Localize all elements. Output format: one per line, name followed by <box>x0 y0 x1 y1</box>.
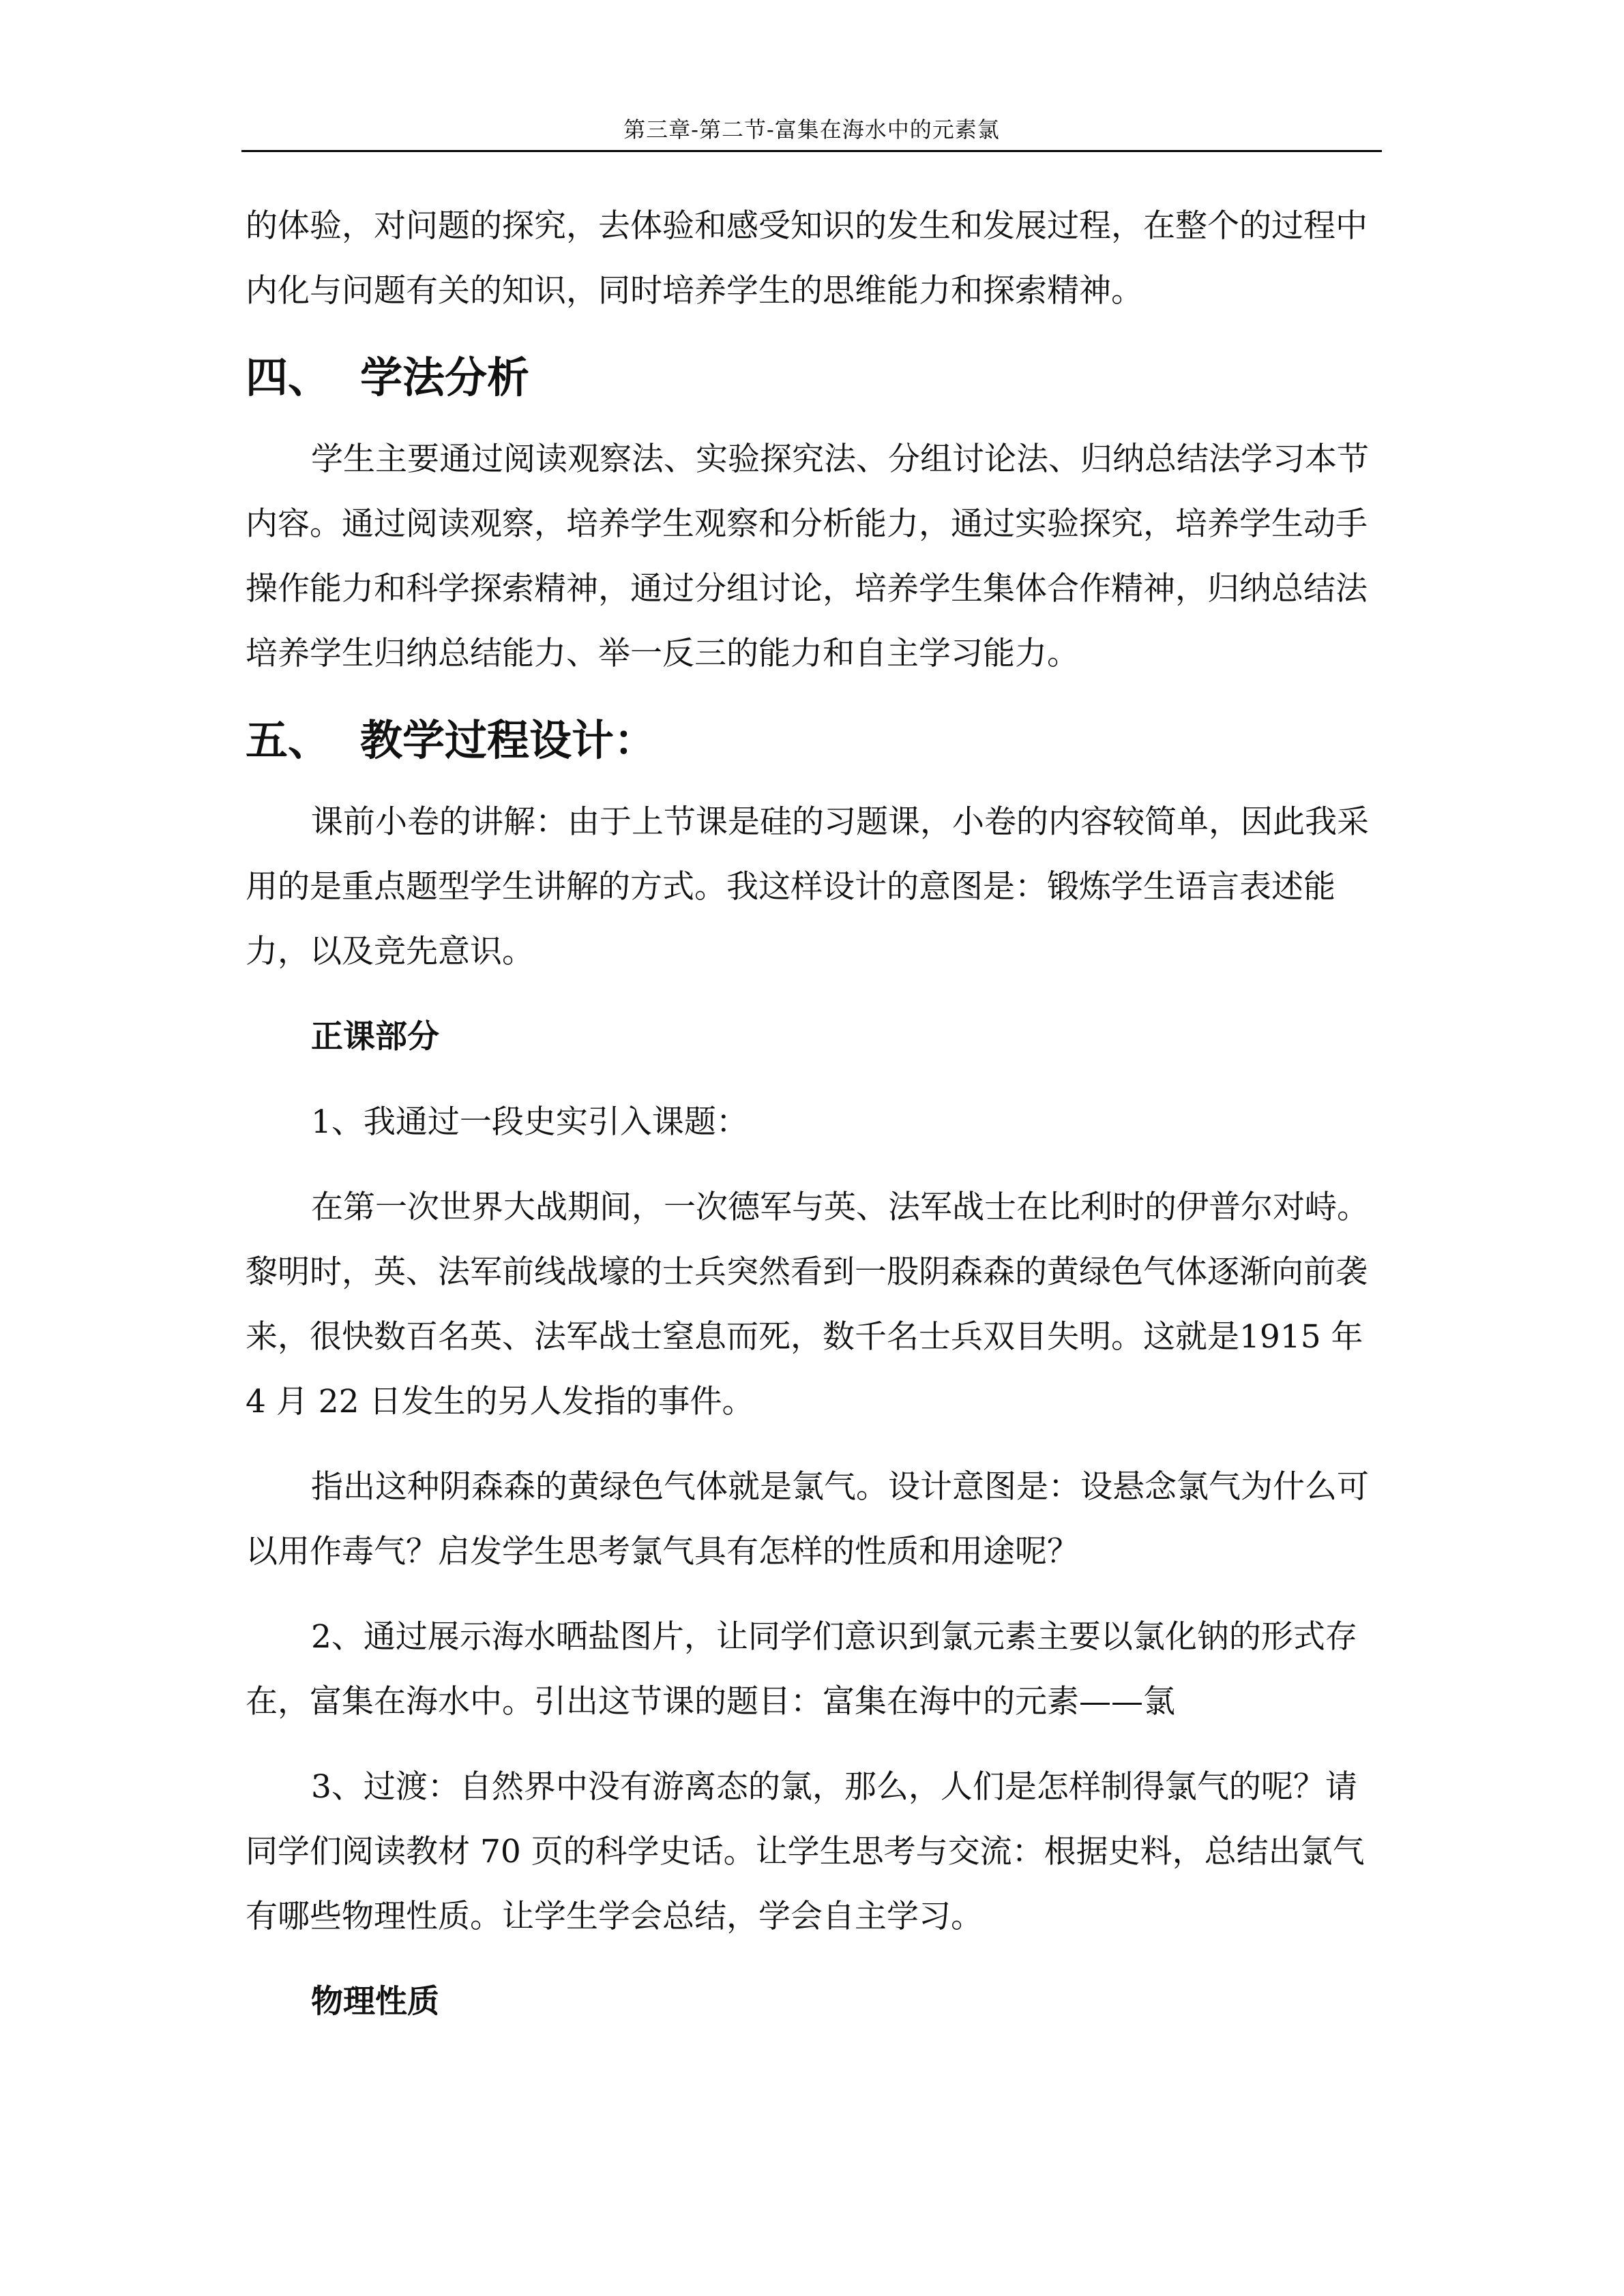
paragraph-chlorine-gas: 指出这种阴森森的黄绿色气体就是氯气。设计意图是：设悬念氯气为什么可以用作毒气？启发学生思考氯气具有怎样的性质和用途呢？ <box>246 1468 1369 1570</box>
section-heading-5 <box>246 700 1378 781</box>
paragraph-step-2: 2、通过展示海水晒盐图片，让同学们意识到氯元素主要以氯化钠的形式存在，富集在海水中。引出这节课的题目：富集在海中的元素——氯 <box>246 1618 1357 1720</box>
paragraph-pre-class: 课前小卷的讲解：由于上节课是硅的习题课，小卷的内容较简单，因此我采用的是重点题型学生讲解的方式。我这样设计的意图是：锻炼学生语言表述能力，以及竞先意识。 <box>246 803 1369 970</box>
page-header <box>241 109 1382 152</box>
paragraph-history: 在第一次世界大战期间，一次德军与英、法军战士在比利时的伊普尔对峙。黎明时，英、法军前线战壕的士兵突然看到一股阴森森的黄绿色气体逐渐向前袭来，很快数百名英、法军战士窒息而死，数千名士兵双目失明。这就是1915 年 4 月 22 日发生的另人发指的事件。 <box>246 1189 1369 1420</box>
section-title: 教学过程设计： <box>360 715 657 765</box>
section-heading-4 <box>246 337 1378 419</box>
section-number: 五、 <box>246 715 331 765</box>
paragraph-continued: 的体验，对问题的探究，去体验和感受知识的发生和发展过程，在整个的过程中内化与问题有关的知识，同时培养学生的思维能力和探索精神。 <box>246 207 1368 310</box>
subheading-physical-properties: 物理性质 <box>311 1983 439 2021</box>
section-title: 学法分析 <box>360 353 530 402</box>
document-body <box>246 194 1378 2034</box>
section-number: 四、 <box>246 353 331 402</box>
subheading-main-lesson: 正课部分 <box>311 1018 439 1056</box>
paragraph-study-method: 学生主要通过阅读观察法、实验探究法、分组讨论法、归纳总结法学习本节内容。通过阅读观察，培养学生观察和分析能力，通过实验探究，培养学生动手操作能力和科学探索精神，通过分组讨论，培养学生集体合作精神，归纳总结法培养学生归纳总结能力、举一反三的能力和自主学习能力。 <box>246 441 1369 672</box>
paragraph-step-3: 3、过渡：自然界中没有游离态的氯，那么，人们是怎样制得氯气的呢？请同学们阅读教材 70 页的科学史话。让学生思考与交流：根据史料，总结出氯气有哪些物理性质。让学生学会总结，学会自主学习。 <box>246 1768 1365 1935</box>
paragraph-step-1: 1、我通过一段史实引入课题： <box>311 1103 748 1141</box>
header-title: 第三章-第二节-富集在海水中的元素氯 <box>623 117 1000 143</box>
